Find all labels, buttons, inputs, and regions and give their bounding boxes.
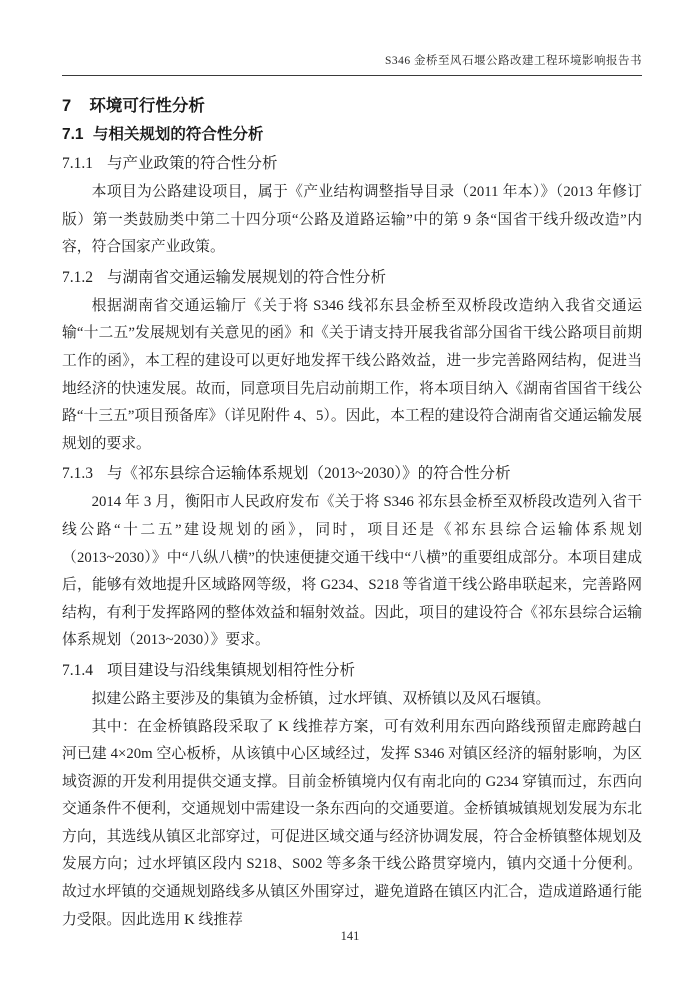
heading-subsection-7-1-4 [62, 659, 642, 683]
paragraph: 根据湖南省交通运输厅《关于将 S346 线祁东县金桥至双桥段改造纳入我省交通运输“十二五”发展规划有关意见的函》和《关于请支持开展我省部分国省干线公路项目前期工作的函》，本工程的建设可以更好地发挥干线公路效益，进一步完善路网结构，促进当地经济的快速发展。故而，同意项目先启动前期工作，将本项目纳入《湖南省国省干线公路“十三五”项目预备库》（详见附件 4、5）。因此，本工程的建设符合湖南省交通运输发展规划的要求。 [62, 297, 642, 452]
paragraph: 拟建公路主要涉及的集镇为金桥镇，过水坪镇、双桥镇以及风石堰镇。 [91, 690, 551, 707]
page-footer [0, 929, 700, 944]
heading-chapter-title: 环境可行性分析 [89, 97, 205, 115]
paragraph: 本项目为公路建设项目，属于《产业结构调整指导目录（2011 年本）》（2013 年修订版）第一类鼓励类中第二十四分项“公路及道路运输”中的第 9 条“国省干线升级改造”内容，符合国家产业政策。 [62, 184, 642, 256]
page-number: 141 [340, 929, 360, 943]
running-header-title: S346 金桥至风石堰公路改建工程环境影响报告书 [384, 55, 642, 67]
running-header [62, 52, 642, 76]
heading-subsection-title: 与产业政策的符合性分析 [106, 155, 278, 172]
heading-subsection-title: 与《祁东县综合运输体系规划（2013~2030）》的符合性分析 [106, 465, 511, 483]
paragraph: 其中：在金桥镇路段采取了 K 线推荐方案，可有效利用东西向路线预留走廊跨越白河已建 4×20m 空心板桥，从该镇中心区域经过，发挥 S346 对镇区经济的辐射影响，为区域资源的开发利用提供交通支撑。目前金桥镇境内仅有南北向的 G234 穿镇而过，东西向交通条件不便利，交通规划中需建设一条东西向的交通要道。金桥镇城镇规划发展为东北方向，其选线从镇区北部穿过，可促进区域交通与经济协调发展，符合金桥镇整体规划及发展方向；过水坪镇区段内 S218、S002 等多条干线公路贯穿境内，镇内交通十分便利。故过水坪镇的交通规划路线多从镇区外围穿过，避免道路在镇区内汇合，造成道路通行能力受限。因此选用 K 线推荐 [62, 718, 642, 928]
heading-chapter-7 [62, 94, 642, 118]
heading-section-7-1 [62, 123, 642, 147]
heading-subsection-7-1-3 [62, 462, 642, 486]
paragraph: 2014 年 3 月，衡阳市人民政府发布《关于将 S346 祁东县金桥至双桥段改造列入省干线公路“十二五”建设规划的函》，同时，项目还是《祁东县综合运输体系规划（2013~2030）》中“八纵八横”的快速便捷交通干线中“八横”的重要组成部分。本项目建成后，能够有效地提升区域路网等级，将 G234、S218 等省道干线公路串联起来，完善路网结构，有利于发挥路网的整体效益和辐射效益。因此，项目的建设符合《祁东县综合运输体系规划（2013~2030）》要求。 [62, 494, 642, 649]
heading-section-title: 与相关规划的符合性分析 [92, 126, 264, 143]
heading-subsection-7-1-1 [62, 152, 642, 176]
heading-subsection-number: 7.1.1 [62, 155, 93, 172]
heading-subsection-title: 项目建设与沿线集镇规划相符性分析 [106, 661, 355, 679]
heading-chapter-number: 7 [62, 97, 72, 115]
heading-subsection-title: 与湖南省交通运输发展规划的符合性分析 [106, 268, 386, 286]
heading-section-number: 7.1 [62, 126, 84, 143]
heading-subsection-7-1-2 [62, 266, 642, 290]
page-content [62, 86, 642, 934]
heading-subsection-number: 7.1.2 [62, 268, 93, 286]
heading-subsection-number: 7.1.3 [62, 465, 93, 483]
heading-subsection-number: 7.1.4 [62, 661, 93, 679]
